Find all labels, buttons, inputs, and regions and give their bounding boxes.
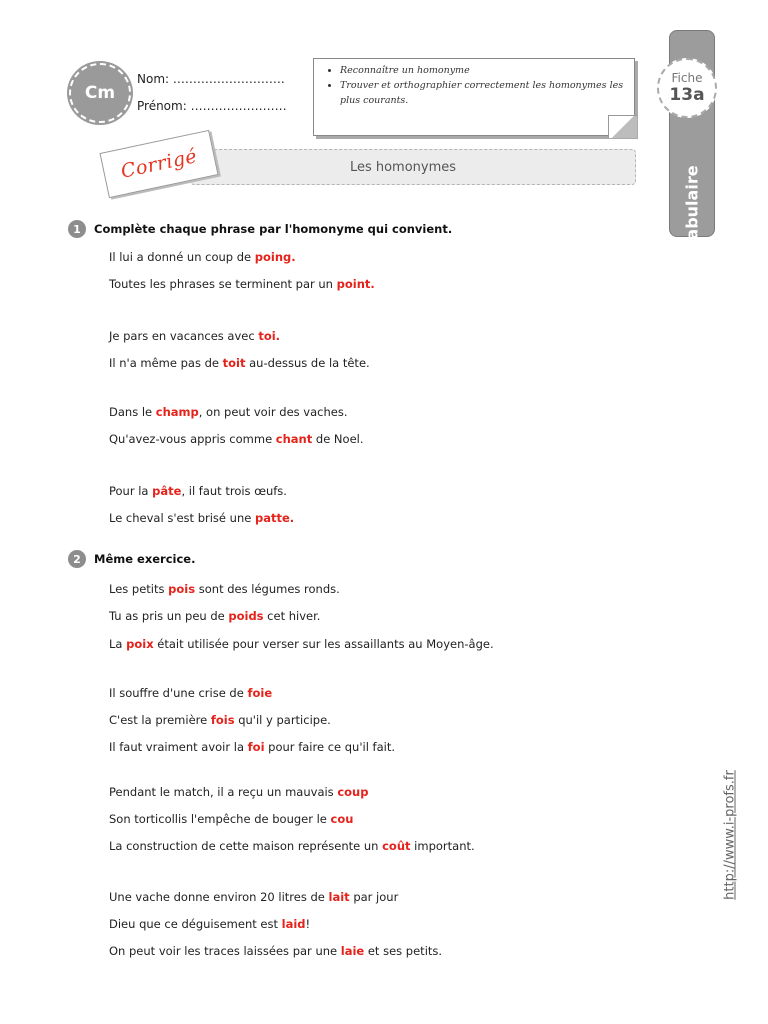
sentence-row: [109, 582, 340, 596]
sentence-text: Il lui a donné un coup de: [109, 250, 255, 264]
answer-word: chant: [275, 432, 313, 446]
answer-word: toi.: [258, 329, 281, 343]
sentence-row: [109, 839, 475, 853]
sentence-text: On peut voir les traces laissées par une: [109, 944, 341, 958]
sentence-row: [109, 484, 287, 498]
sentence-text: La: [109, 637, 127, 651]
sentence-row: [109, 356, 370, 370]
level-badge: [69, 63, 131, 123]
sentence-text: , on peut voir des vaches.: [198, 405, 348, 419]
level-label: Cm: [84, 83, 116, 103]
sentence-row: [109, 432, 364, 446]
objectives-box: [313, 58, 635, 136]
sentence-text: Il souffre d'une crise de: [109, 686, 248, 700]
answer-word: patte.: [254, 511, 295, 525]
sentence-row: [109, 609, 320, 623]
objectives-list: [314, 63, 634, 108]
sentence-text: C'est la première: [109, 713, 211, 727]
answer-word: foie: [247, 686, 273, 700]
sentence-row: [109, 785, 368, 799]
sentence-text: Dieu que ce déguisement est: [109, 917, 282, 931]
answer-word: pâte: [152, 484, 182, 498]
sentence-text: qu'il y participe.: [234, 713, 331, 727]
name-field[interactable]: Nom: ……………………….: [137, 72, 285, 86]
sentence-text: Il faut vraiment avoir la: [109, 740, 248, 754]
answer-word: foi: [247, 740, 265, 754]
sentence-text: !: [305, 917, 311, 931]
objective-item: • Trouver et orthographier correctement les homonymes les plus courants.: [340, 78, 634, 108]
answer-word: cou: [330, 812, 354, 826]
answer-word: poing.: [254, 250, 296, 264]
answer-word: champ: [155, 405, 199, 419]
answer-word: coup: [337, 785, 369, 799]
sentence-text: Toutes les phrases se terminent par un: [109, 277, 337, 291]
answer-word: poids: [228, 609, 264, 623]
sentence-text: cet hiver.: [263, 609, 321, 623]
sentence-row: [109, 637, 494, 651]
sentence-row: [109, 277, 375, 291]
firstname-field[interactable]: Prénom: ……………………: [137, 99, 287, 113]
sentence-text: Pendant le match, il a reçu un mauvais: [109, 785, 338, 799]
sentence-text: Son torticollis l'empêche de bouger le: [109, 812, 331, 826]
sentence-row: [109, 890, 398, 904]
sentence-row: [109, 250, 296, 264]
sentence-row: [109, 511, 294, 525]
source-url[interactable]: [715, 760, 745, 910]
sentence-text: Le cheval s'est brisé une: [109, 511, 255, 525]
answer-word: laie: [340, 944, 365, 958]
answer-word: poix: [126, 637, 154, 651]
sentence-text: , il faut trois œufs.: [181, 484, 287, 498]
exercise-number-badge: 1: [68, 220, 86, 238]
sentence-text: au-dessus de la tête.: [245, 356, 370, 370]
sentence-text: était utilisée pour verser sur les assaillants au Moyen-âge.: [153, 637, 494, 651]
correction-label: Corrigé: [118, 145, 200, 183]
sentence-text: Il n'a même pas de: [109, 356, 223, 370]
sentence-text: Dans le: [109, 405, 156, 419]
sentence-text: Pour la: [109, 484, 153, 498]
exercise-instruction: Complète chaque phrase par l'homonyme qui convient.: [94, 222, 453, 236]
sentence-text: par jour: [349, 890, 399, 904]
sentence-text: pour faire ce qu'il fait.: [264, 740, 395, 754]
sentence-row: [109, 944, 442, 958]
correction-stamp: [99, 130, 218, 198]
answer-word: lait: [328, 890, 350, 904]
sentence-text: Une vache donne environ 20 litres de: [109, 890, 329, 904]
sentence-row: [109, 686, 272, 700]
title-bar: [190, 149, 636, 185]
answer-word: toit: [222, 356, 246, 370]
objective-item: • Reconnaître un homonyme: [340, 63, 634, 78]
sentence-text: important.: [410, 839, 475, 853]
sentence-row: [109, 917, 310, 931]
answer-word: fois: [210, 713, 235, 727]
answer-word: laid: [281, 917, 306, 931]
exercise-number-badge: 2: [68, 550, 86, 568]
sentence-row: [109, 812, 353, 826]
sentence-row: [109, 329, 280, 343]
page-title: Les homonymes: [349, 159, 457, 175]
fiche-number: 13a: [669, 84, 705, 105]
sentence-row: [109, 405, 348, 419]
page-curl-decoration: [608, 115, 637, 138]
sentence-text: Je pars en vacances avec: [109, 329, 259, 343]
sentence-text: sont des légumes ronds.: [195, 582, 340, 596]
sentence-row: [109, 740, 395, 754]
sentence-text: et ses petits.: [364, 944, 443, 958]
sentence-text: Tu as pris un peu de: [109, 609, 229, 623]
answer-word: coût: [382, 839, 411, 853]
answer-word: point.: [336, 277, 375, 291]
sentence-text: Qu'avez-vous appris comme: [109, 432, 276, 446]
fiche-badge: [657, 58, 717, 118]
exercise-instruction: Même exercice.: [94, 552, 196, 566]
sentence-text: La construction de cette maison représente un: [109, 839, 383, 853]
subject-label: Vocabulaire: [682, 165, 702, 272]
answer-word: pois: [168, 582, 196, 596]
sentence-text: de Noel.: [312, 432, 364, 446]
source-url-link[interactable]: http://www.i-profs.fr: [722, 770, 738, 900]
sentence-text: Les petits: [109, 582, 169, 596]
fiche-label: Fiche: [671, 70, 703, 85]
sentence-row: [109, 713, 331, 727]
